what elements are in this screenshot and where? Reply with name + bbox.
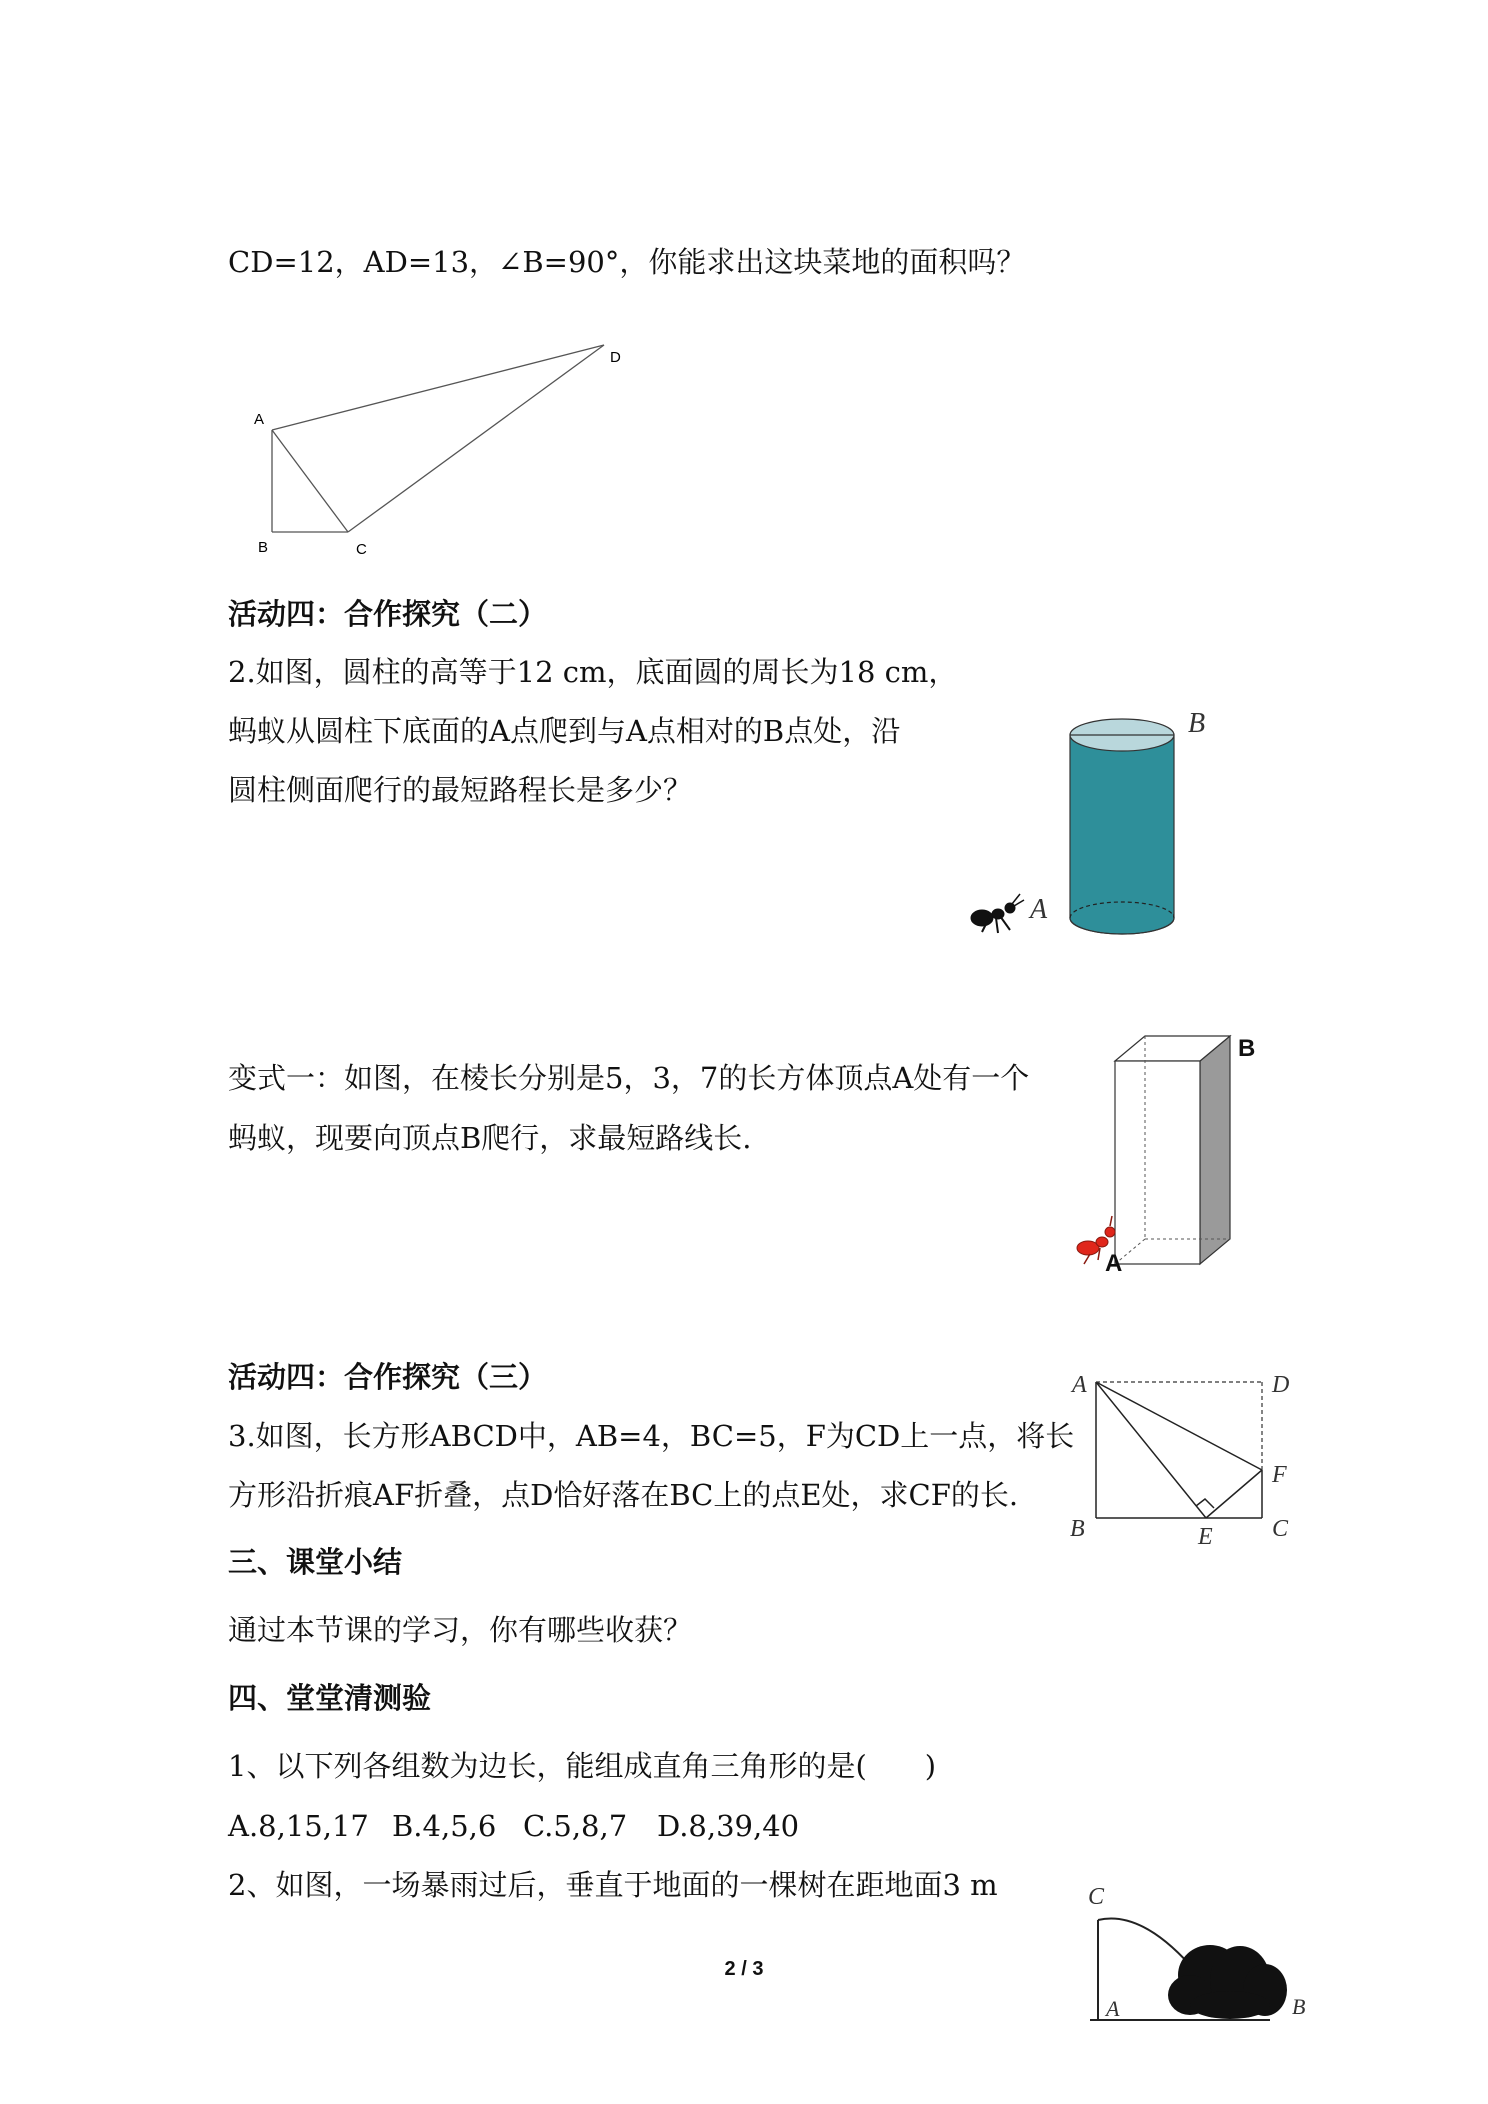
point-label-a: A bbox=[1072, 1372, 1087, 1398]
point-label-a: A bbox=[1105, 1250, 1123, 1277]
cylinder-figure bbox=[960, 700, 1220, 960]
section-heading: 活动四：合作探究（三） bbox=[228, 1360, 548, 1394]
problem-text-line: 蚂蚁从圆柱下底面的A点爬到与A点相对的B点处，沿 bbox=[228, 714, 901, 748]
rectangle-fold-figure bbox=[1060, 1360, 1310, 1560]
point-label-b: B bbox=[1238, 1035, 1256, 1062]
tree-foliage bbox=[1168, 1945, 1287, 2019]
quadrilateral-figure bbox=[240, 340, 640, 570]
question-text: 1、以下列各组数为边长，能组成直角三角形的是( ) bbox=[228, 1749, 937, 1783]
point-label-c: C bbox=[356, 541, 367, 558]
point-label-d: D bbox=[1272, 1372, 1290, 1398]
point-label-b: B bbox=[1292, 1994, 1306, 2019]
question-text: 2、如图，一场暴雨过后，垂直于地面的一棵树在距地面3 m bbox=[228, 1868, 998, 1902]
point-label-a: A bbox=[254, 411, 265, 428]
point-label-c: C bbox=[1272, 1516, 1289, 1542]
problem-text-line: 圆柱侧面爬行的最短路程长是多少？ bbox=[228, 773, 693, 807]
cuboid-figure bbox=[1060, 1026, 1280, 1276]
summary-text: 通过本节课的学习，你有哪些收获？ bbox=[228, 1613, 693, 1647]
problem-text-line: 方形沿折痕AF折叠，点D恰好落在BC上的点E处，求CF的长. bbox=[228, 1478, 1019, 1512]
point-label-a: A bbox=[1106, 1996, 1120, 2021]
problem-text-line: 3.如图，长方形ABCD中，AB=4，BC=5，F为CD上一点，将长 bbox=[228, 1419, 1075, 1453]
point-label-a: A bbox=[1030, 894, 1048, 925]
point-label-b: B bbox=[1188, 708, 1206, 739]
problem-text-line: CD=12，AD=13，∠B=90°，你能求出这块菜地的面积吗？ bbox=[228, 245, 1026, 279]
problem-text-line: 变式一：如图，在棱长分别是5，3，7的长方体顶点A处有一个 bbox=[228, 1061, 1030, 1095]
section-heading: 活动四：合作探究（二） bbox=[228, 597, 548, 631]
choice-c: C.5,8,7 bbox=[523, 1809, 628, 1843]
point-label-b: B bbox=[258, 539, 269, 556]
point-label-e: E bbox=[1198, 1524, 1213, 1550]
broken-tree-figure bbox=[1070, 1880, 1320, 2030]
problem-text-line: 蚂蚁，现要向顶点B爬行，求最短路线长. bbox=[228, 1121, 752, 1155]
point-label-f: F bbox=[1272, 1462, 1287, 1488]
choice-b: B.4,5,6 bbox=[392, 1809, 497, 1843]
section-heading: 四、堂堂清测验 bbox=[228, 1681, 432, 1715]
problem-text-line: 2.如图，圆柱的高等于12 cm，底面圆的周长为18 cm， bbox=[228, 655, 958, 689]
ant-icon bbox=[971, 894, 1024, 933]
point-label-b: B bbox=[1070, 1516, 1085, 1542]
page-number: 2 / 3 bbox=[724, 1958, 764, 1980]
choice-d: D.8,39,40 bbox=[657, 1809, 800, 1843]
section-heading: 三、课堂小结 bbox=[228, 1545, 403, 1579]
choice-a: A.8,15,17 bbox=[228, 1809, 369, 1843]
point-label-d: D bbox=[610, 349, 621, 366]
point-label-c: C bbox=[1088, 1884, 1105, 1910]
